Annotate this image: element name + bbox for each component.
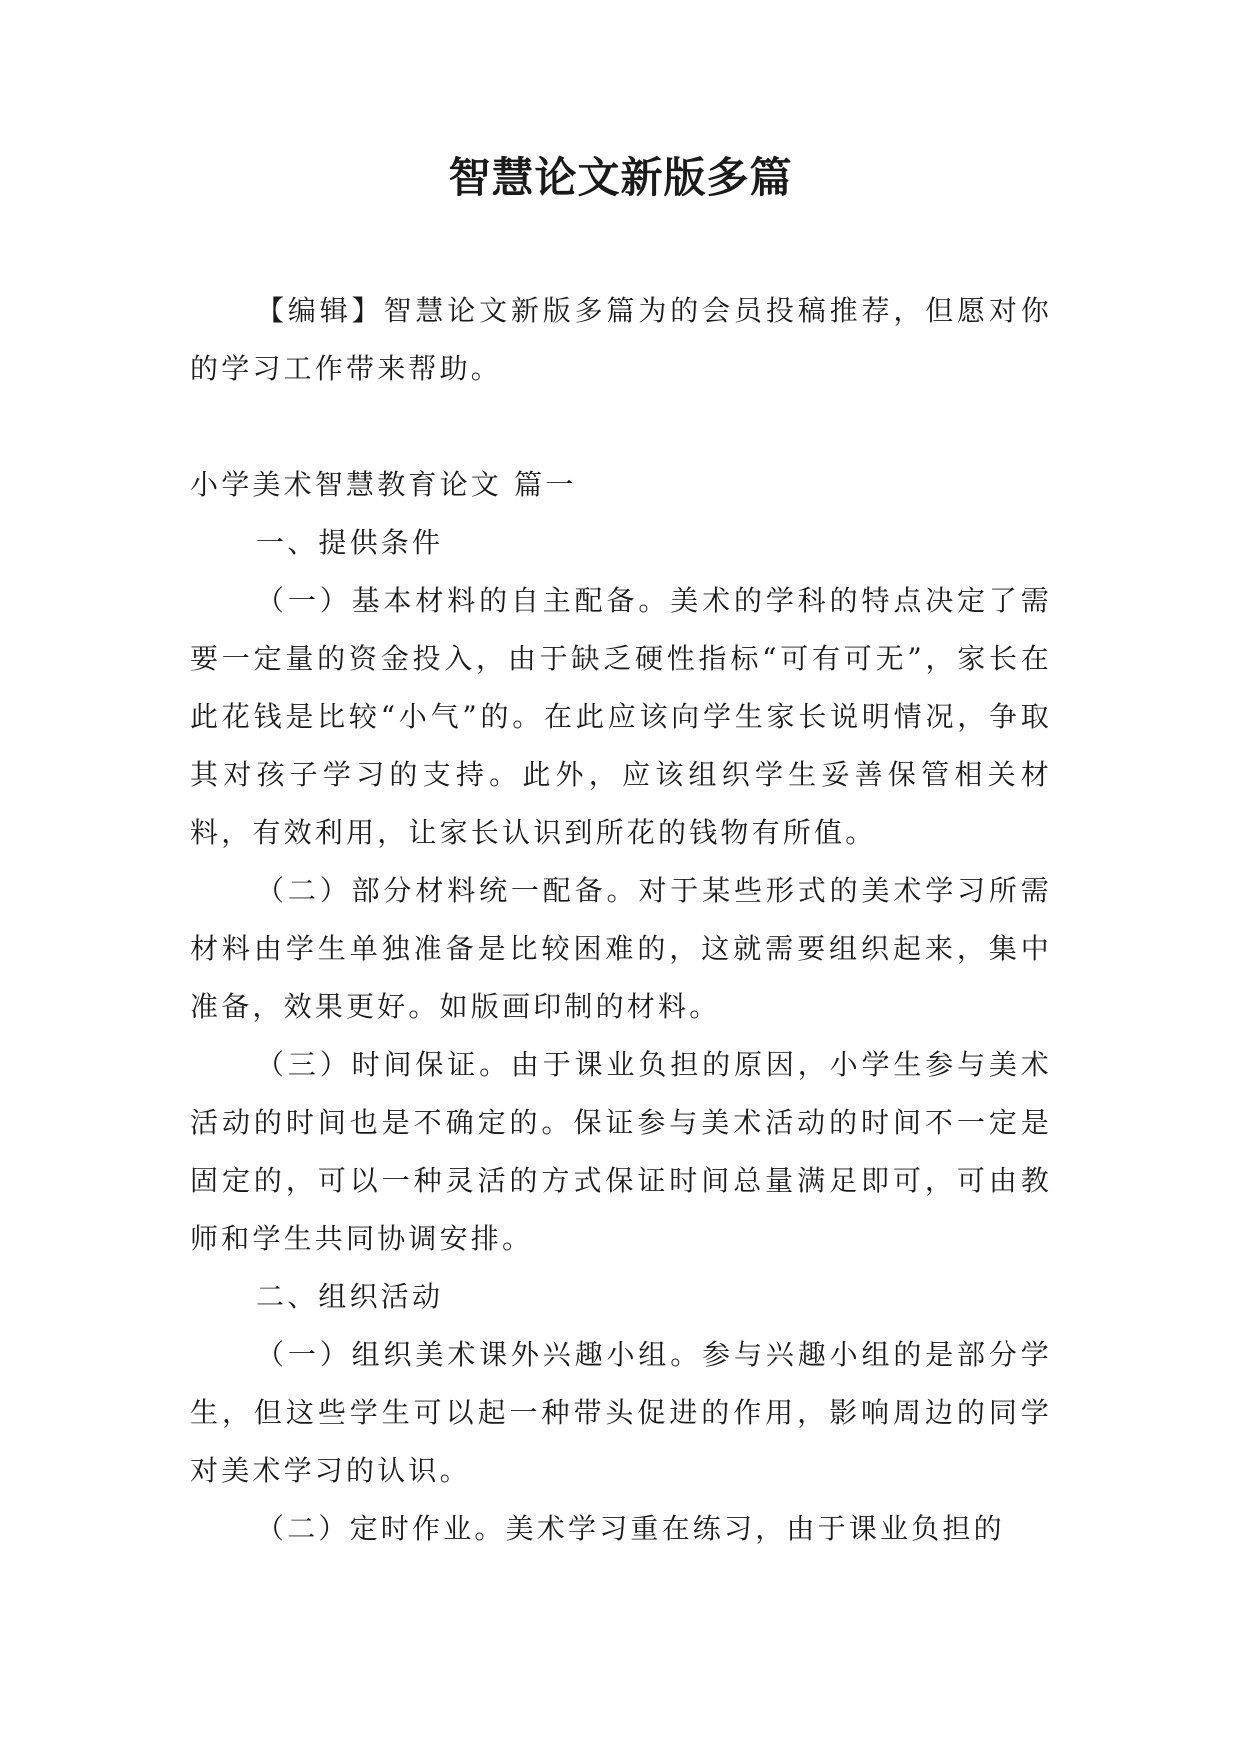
body-paragraph: （一）基本材料的自主配备。美术的学科的特点决定了需要一定量的资金投入，由于缺乏硬性指标“可有可无”，家长在此花钱是比较“小气”的。在此应该向学生家长说明情况，争取其对孩子学习的支持。此外，应该组织学生妥善保管相关材料，有效利用，让家长认识到所花的钱物有所值。 bbox=[190, 584, 1052, 849]
intro-paragraph: 【编辑】智慧论文新版多篇为的会员投稿推荐，但愿对你的学习工作带来帮助。 bbox=[190, 294, 1052, 385]
section-heading: 小学美术智慧教育论文 篇一 bbox=[190, 468, 577, 501]
body-paragraph: （三）时间保证。由于课业负担的原因，小学生参与美术活动的时间也是不确定的。保证参与美术活动的时间不一定是固定的，可以一种灵活的方式保证时间总量满足即可，可由教师和学生共同协调安排。 bbox=[190, 1048, 1052, 1255]
body-paragraph: （一）组织美术课外兴趣小组。参与兴趣小组的是部分学生，但这些学生可以起一种带头促进的作用，影响周边的同学对美术学习的认识。 bbox=[190, 1338, 1052, 1487]
heading-provide-conditions: 一、提供条件 bbox=[256, 526, 444, 559]
document-body bbox=[190, 282, 1052, 1558]
paragraph-spacer bbox=[190, 398, 1052, 456]
body-paragraph: （二）部分材料统一配备。对于某些形式的美术学习所需材料由学生单独准备是比较困难的，这就需要组织起来，集中准备，效果更好。如版画印制的材料。 bbox=[190, 874, 1052, 1023]
body-paragraph: （二）定时作业。美术学习重在练习，由于课业负担的 bbox=[256, 1512, 1005, 1545]
heading-organize-activities: 二、组织活动 bbox=[256, 1280, 444, 1313]
document-title: 智慧论文新版多篇 bbox=[448, 153, 793, 202]
